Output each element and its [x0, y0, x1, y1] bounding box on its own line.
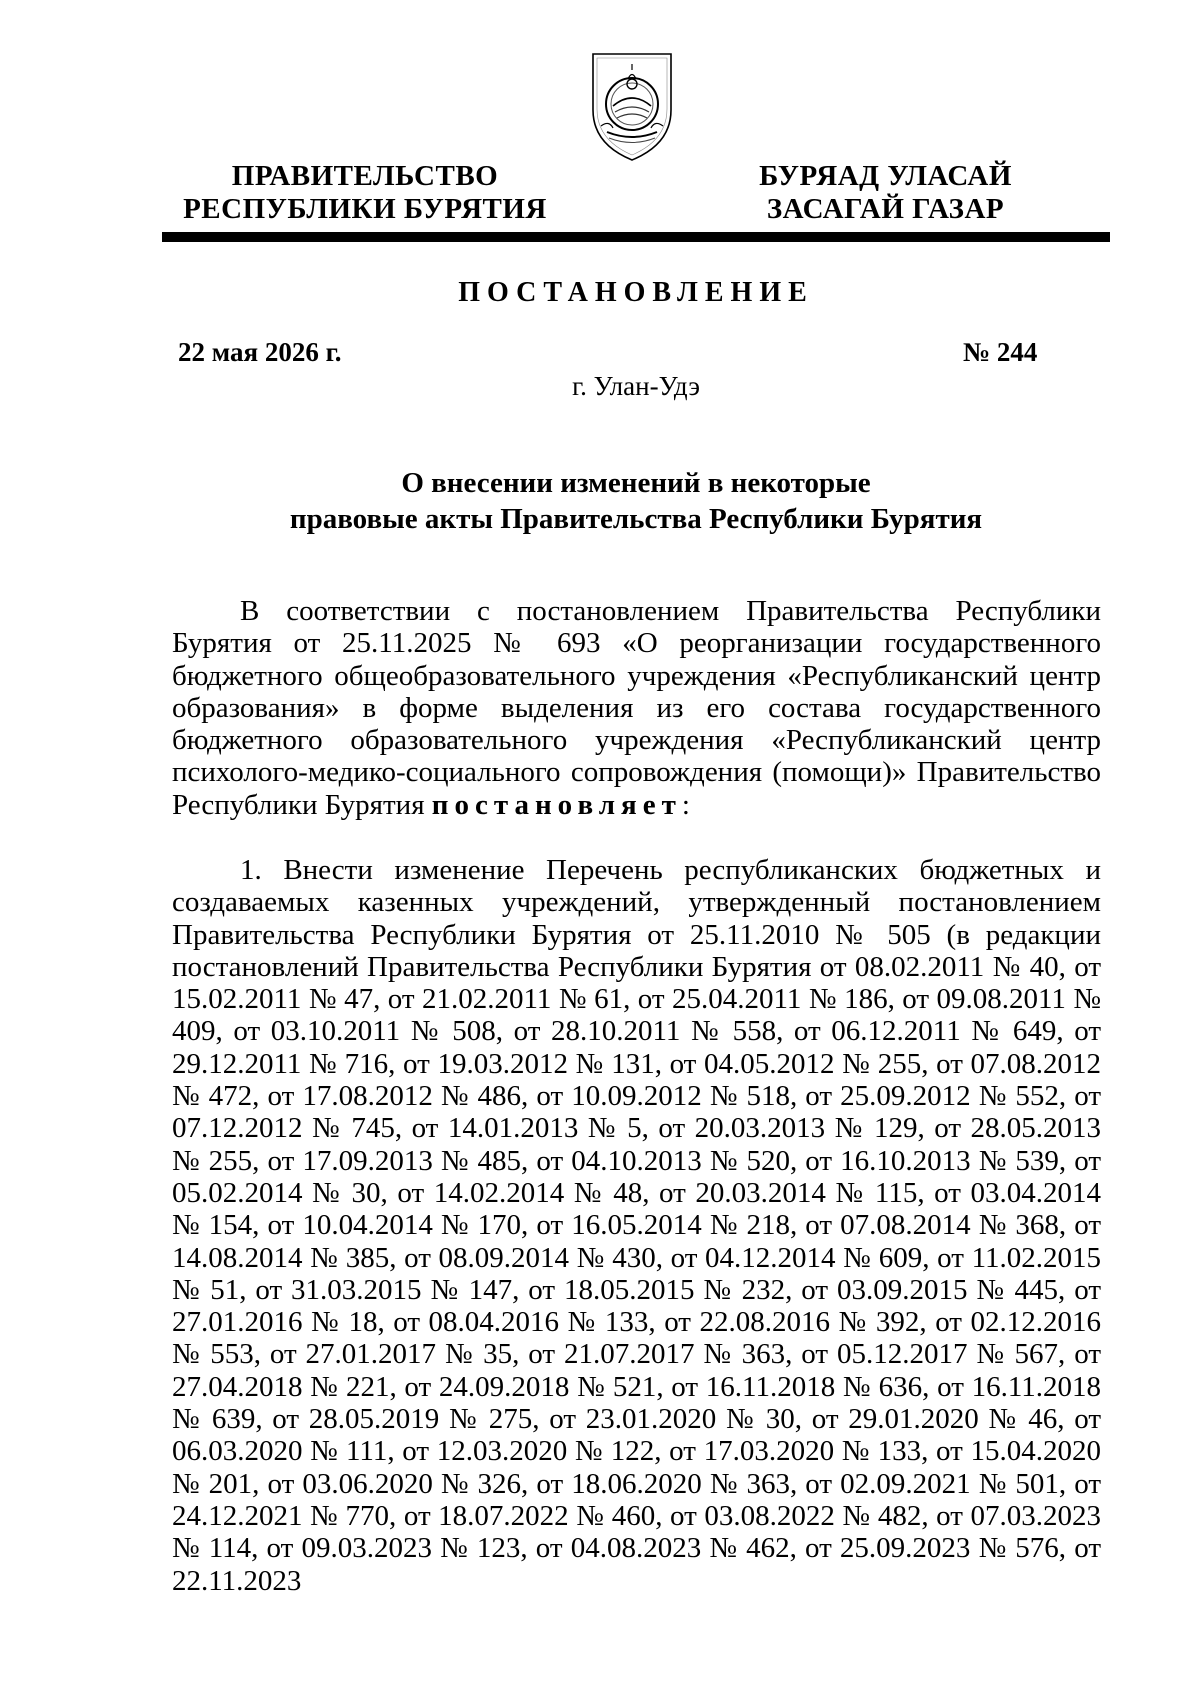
title-line-1: О внесении изменений в некоторые [401, 467, 871, 499]
coat-of-arms-emblem [587, 46, 677, 164]
document-number: № 244 [963, 337, 1038, 367]
header-divider [162, 232, 1110, 242]
document-city: г. Улан-Удэ [572, 371, 700, 401]
clause-1-text: 1. Внести изменение Перечень республиканских бюджетных и создаваемых казенных учреждений, утвержденный постановлением Правительства Республики Бурятия от 25.11.2010 № 505 (в редакции постановлений Правительства Республики Бурятия от 08.02.2011 № 40, от 15.02.2011 № 47, от 21.02.2011 № 61, от 25.04.2011 № 186, от 09.08.2011 № 409, от 03.10.2011 № 508, от 28.10.2011 № 558, от 06.12.2011 № 649, от 29.12.2011 № 716, от 19.03.2012 № 131, от 04.05.2012 № 255, от 07.08.2012 № 472, от 17.08.2012 № 486, от 10.09.2012 № 518, от 25.09.2012 № 552, от 07.12.2012 № 745, от 14.01.2013 № 5, от 20.03.2013 № 129, от 28.05.2013 № 255, от 17.09.2013 № 485, от 04.10.2013 № 520, от 16.10.2013 № 539, от 05.02.2014 № 30, от 14.02.2014 № 48, от 20.03.2014 № 115, от 03.04.2014 № 154, от 10.04.2014 № 170, от 16.05.2014 № 218, от 07.08.2014 № 368, от 14.08.2014 № 385, от 08.09.2014 № 430, от 04.12.2014 № 609, от 11.02.2015 № 51, от 31.03.2015 № 147, от 18.05.2015 № 232, от 03.09.2015 № 445, от 27.01.2016 № 18, от 08.04.2016 № 133, от 22.08.2016 № 392, от 02.12.2016 № 553, от 27.01.2017 № 35, от 21.07.2017 № 363, от 05.12.2017 № 567, от 27.04.2018 № 221, от 24.09.2018 № 521, от 16.11.2018 № 636, от 16.11.2018 № 639, от 28.05.2019 № 275, от 23.01.2020 № 30, от 29.01.2020 № 46, от 06.03.2020 № 111, от 12.03.2020 № 122, от 17.03.2020 № 133, от 15.04.2020 № 201, от 03.06.2020 № 326, от 18.06.2020 № 363, от 02.09.2021 № 501, от 24.12.2021 № 770, от 18.07.2022 № 460, от 03.08.2022 № 482, от 07.03.2023 № 114, от 09.03.2023 № 123, от 04.08.2023 № 462, от 25.09.2023 № 576, от 22.11.2023 [172, 854, 1101, 1597]
issuer-buryat-line-1: БУРЯАД УЛАСАЙ [759, 160, 1012, 192]
preamble-paragraph [172, 595, 1101, 821]
clause-1-paragraph [172, 854, 1101, 1597]
resolves-colon: : [681, 788, 690, 821]
issuer-line-2: РЕСПУБЛИКИ БУРЯТИЯ [183, 193, 547, 225]
issuer-name-russian [175, 160, 555, 226]
issuer-buryat-line-2: ЗАСАГАЙ ГАЗАР [766, 193, 1005, 225]
resolves-keyword: постановляет [431, 788, 682, 821]
issuer-name-buryat [738, 160, 1033, 226]
issuer-line-1: ПРАВИТЕЛЬСТВО [231, 160, 499, 192]
preamble-text: В соответствии с постановлением Правительства Республики Бурятия от 25.11.2025 № 693 «О реорганизации государственного бюджетного общеобразовательного учреждения «Республиканский центр образования» в форме выделения из его состава государственного бюджетного образовательного учреждения «Республиканский центр психолого-медико-социального сопровождения (помощи)» Правительство Республики Бурятия [172, 595, 1101, 821]
document-title [162, 465, 1110, 537]
title-line-2: правовые акты Правительства Республики Бурятия [289, 503, 983, 535]
document-date: 22 мая 2026 г. [178, 337, 342, 367]
document-type: ПОСТАНОВЛЕНИЕ [458, 277, 814, 308]
